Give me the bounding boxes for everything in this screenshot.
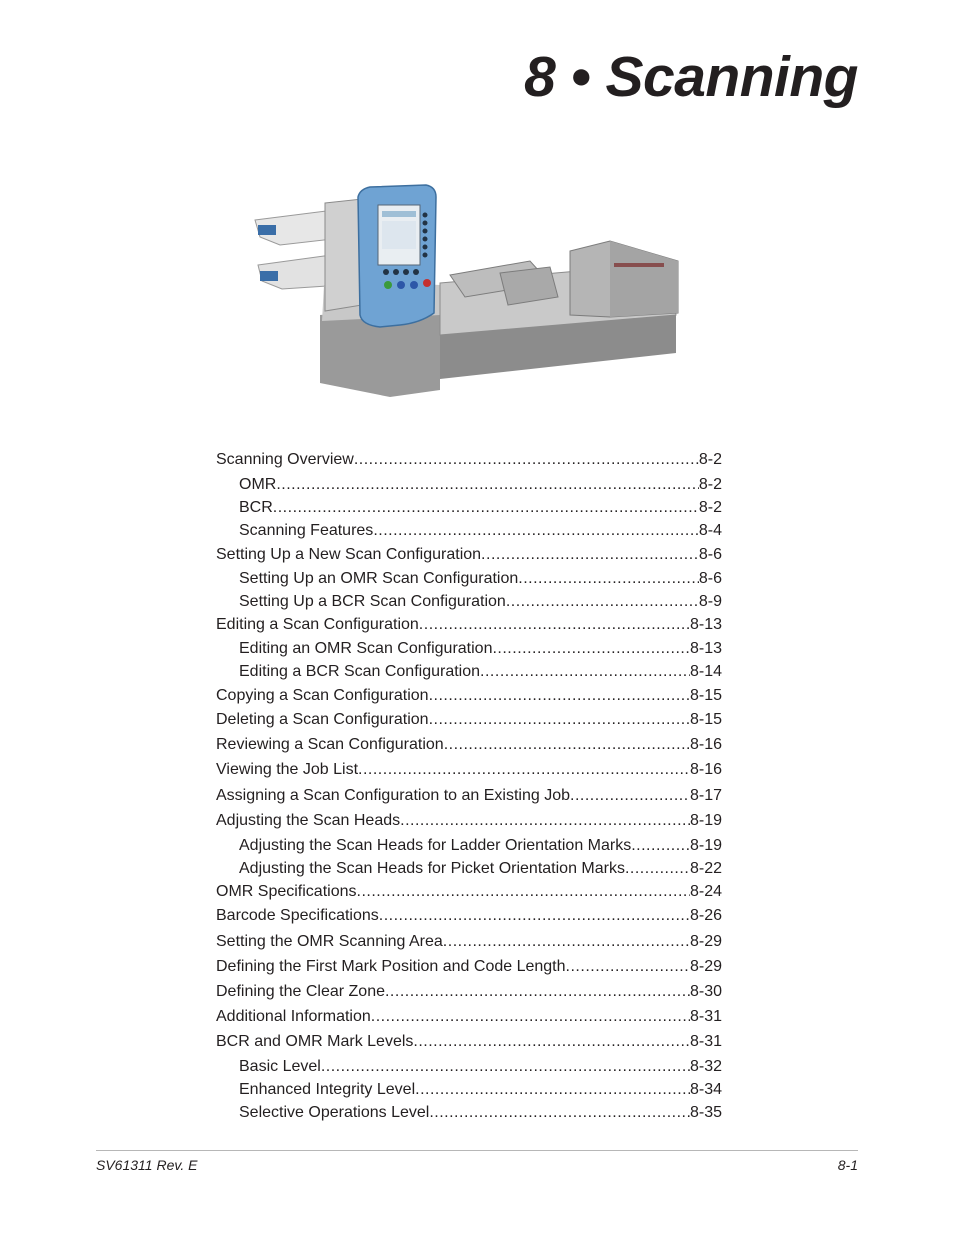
toc-entry-page: 8-29 <box>689 958 722 975</box>
toc-entry-title: Setting Up a New Scan Configuration <box>216 546 482 563</box>
toc-entry-title: BCR and OMR Mark Levels <box>216 1033 414 1050</box>
toc-entry-page: 8-29 <box>689 933 722 950</box>
toc-entry-title: Enhanced Integrity Level <box>239 1081 416 1098</box>
toc-entry[interactable] <box>239 475 722 495</box>
toc-entry[interactable] <box>239 1103 722 1123</box>
toc-entry[interactable] <box>239 569 722 589</box>
toc-dot-leader <box>357 882 690 902</box>
toc-entry-title: Adjusting the Scan Heads <box>216 812 401 829</box>
toc-entry[interactable] <box>216 982 722 1002</box>
toc-entry-title: Scanning Overview <box>216 451 354 468</box>
toc-entry-page: 8-26 <box>689 907 722 924</box>
toc-entry-title: Reviewing a Scan Configuration <box>216 736 444 753</box>
toc-dot-leader <box>419 615 690 635</box>
toc-dot-leader <box>400 811 690 831</box>
toc-entry[interactable] <box>216 957 722 977</box>
toc-entry-title: OMR Specifications <box>216 883 357 900</box>
toc-entry-page: 8-17 <box>689 787 722 804</box>
toc-entry-title: Assigning a Scan Configuration to an Existing Job <box>216 787 570 804</box>
toc-entry[interactable] <box>239 1057 722 1077</box>
toc-entry-page: 8-24 <box>689 883 722 900</box>
toc-entry[interactable] <box>239 836 722 856</box>
toc-entry[interactable] <box>216 686 722 706</box>
toc-entry-title: Defining the First Mark Position and Code Length <box>216 958 566 975</box>
page-number: 8-1 <box>837 1157 858 1173</box>
toc-entry[interactable] <box>216 932 722 952</box>
toc-dot-leader <box>443 932 690 952</box>
toc-entry[interactable] <box>239 521 722 541</box>
toc-entry[interactable] <box>216 882 722 902</box>
toc-entry[interactable] <box>216 615 722 635</box>
toc-entry-title: OMR <box>239 476 277 493</box>
toc-entry-title: Scanning Features <box>239 522 374 539</box>
toc-dot-leader <box>321 1057 690 1077</box>
toc-entry-page: 8-34 <box>689 1081 722 1098</box>
toc-entry[interactable] <box>216 545 722 565</box>
toc-entry[interactable] <box>239 592 722 612</box>
toc-entry[interactable] <box>239 498 722 518</box>
toc-entry-page: 8-35 <box>689 1104 722 1121</box>
toc-dot-leader <box>429 1103 690 1123</box>
toc-entry-page: 8-19 <box>689 837 722 854</box>
toc-dot-leader <box>429 710 690 730</box>
toc-dot-leader <box>570 786 690 806</box>
toc-entry[interactable] <box>216 1032 722 1052</box>
toc-entry[interactable] <box>216 811 722 831</box>
toc-entry[interactable] <box>216 710 722 730</box>
toc-entry-page: 8-32 <box>689 1058 722 1075</box>
toc-dot-leader <box>444 735 690 755</box>
toc-entry-title: Additional Information <box>216 1008 371 1025</box>
toc-entry-page: 8-16 <box>689 761 722 778</box>
toc-entry-title: Adjusting the Scan Heads for Ladder Orientation Marks <box>239 837 632 854</box>
footer-divider <box>96 1150 858 1151</box>
toc-entry-title: Copying a Scan Configuration <box>216 687 429 704</box>
toc-entry-page: 8-2 <box>698 499 722 516</box>
toc-entry[interactable] <box>239 639 722 659</box>
toc-dot-leader <box>625 859 690 879</box>
toc-dot-leader <box>506 592 699 612</box>
toc-entry[interactable] <box>216 760 722 780</box>
toc-entry-title: Selective Operations Level <box>239 1104 430 1121</box>
toc-entry-page: 8-15 <box>689 687 722 704</box>
page-title: 8 • Scanning <box>524 45 858 109</box>
toc-entry-title: Deleting a Scan Configuration <box>216 711 429 728</box>
toc-dot-leader <box>631 836 690 856</box>
toc-entry-page: 8-30 <box>689 983 722 1000</box>
toc-entry-page: 8-9 <box>698 593 722 610</box>
toc-dot-leader <box>415 1080 690 1100</box>
toc-dot-leader <box>480 662 690 682</box>
toc-entry-title: Viewing the Job List <box>216 761 359 778</box>
toc-dot-leader <box>379 906 690 926</box>
toc-dot-leader <box>276 475 699 495</box>
toc-entry-page: 8-22 <box>689 860 722 877</box>
toc-dot-leader <box>273 498 699 518</box>
toc-dot-leader <box>373 521 699 541</box>
toc-entry[interactable] <box>216 1007 722 1027</box>
toc-dot-leader <box>429 686 690 706</box>
toc-entry[interactable] <box>239 662 722 682</box>
toc-entry[interactable] <box>216 450 722 470</box>
toc-entry-title: Adjusting the Scan Heads for Picket Orientation Marks <box>239 860 625 877</box>
toc-entry-page: 8-15 <box>689 711 722 728</box>
toc-entry-title: Barcode Specifications <box>216 907 379 924</box>
toc-entry[interactable] <box>239 859 722 879</box>
toc-entry-title: Setting the OMR Scanning Area <box>216 933 443 950</box>
toc-entry[interactable] <box>216 786 722 806</box>
toc-entry-title: Setting Up an OMR Scan Configuration <box>239 570 519 587</box>
toc-dot-leader <box>385 982 690 1002</box>
toc-dot-leader <box>492 639 690 659</box>
toc-entry-title: Defining the Clear Zone <box>216 983 385 1000</box>
toc-entry-title: BCR <box>239 499 273 516</box>
toc-entry-page: 8-16 <box>689 736 722 753</box>
toc-entry-page: 8-2 <box>698 451 722 468</box>
toc-entry-page: 8-19 <box>689 812 722 829</box>
toc-entry-page: 8-6 <box>698 570 722 587</box>
toc-entry-title: Editing a Scan Configuration <box>216 616 419 633</box>
toc-entry-page: 8-31 <box>689 1033 722 1050</box>
toc-dot-leader <box>518 569 699 589</box>
toc-dot-leader <box>481 545 699 565</box>
toc-entry[interactable] <box>239 1080 722 1100</box>
document-id: SV61311 Rev. E <box>96 1157 198 1173</box>
toc-entry[interactable] <box>216 906 722 926</box>
toc-entry-page: 8-2 <box>698 476 722 493</box>
toc-dot-leader <box>354 450 699 470</box>
toc-dot-leader <box>358 760 690 780</box>
toc-dot-leader <box>413 1032 690 1052</box>
toc-entry-title: Setting Up a BCR Scan Configuration <box>239 593 506 610</box>
toc-dot-leader <box>371 1007 690 1027</box>
toc-entry-page: 8-13 <box>689 616 722 633</box>
toc-entry-page: 8-6 <box>698 546 722 563</box>
toc-entry-page: 8-4 <box>698 522 722 539</box>
toc-entry-title: Editing a BCR Scan Configuration <box>239 663 481 680</box>
toc-entry-page: 8-14 <box>689 663 722 680</box>
toc-entry[interactable] <box>216 735 722 755</box>
toc-entry-title: Editing an OMR Scan Configuration <box>239 640 493 657</box>
toc-entry-page: 8-31 <box>689 1008 722 1025</box>
toc-entry-title: Basic Level <box>239 1058 321 1075</box>
folder-inserter-machine-icon <box>250 165 682 400</box>
toc-dot-leader <box>566 957 690 977</box>
toc-entry-page: 8-13 <box>689 640 722 657</box>
